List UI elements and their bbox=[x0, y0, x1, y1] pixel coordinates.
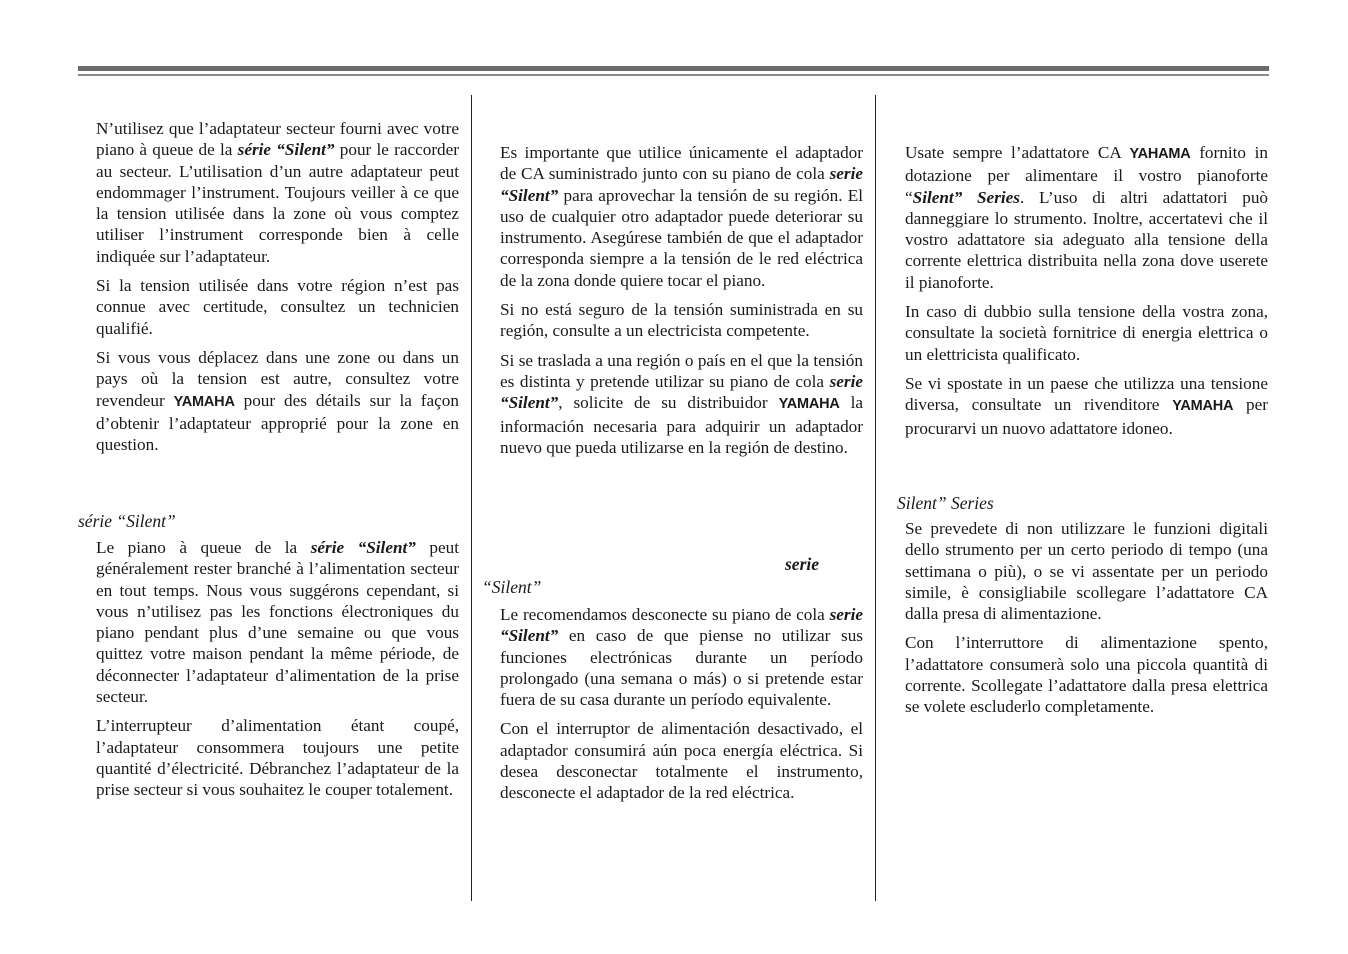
spanish-paragraph-power-switch: Con el interruptor de alimentación desactivado, el adaptador consumirá aún poca energía eléctrica. Si desea desconectar totalmente el instrumento, desconecte el adaptador de la red eléctrica. bbox=[500, 719, 863, 803]
spanish-section-heading-part2: “Silent” bbox=[482, 577, 542, 597]
italian-paragraph-power-switch: Con l’interruttore di alimentazione spento, l’adattatore consumerà solo una piccola quantità di corrente. Scollegate l’adattatore dalla presa elettrica se volete escluderlo completamente. bbox=[905, 633, 1268, 717]
french-paragraph-power-switch: L’interrupteur d’alimentation étant coupé, l’adaptateur consommera toujours une petite quantité d’électricité. Débranchez l’adaptateur de la prise secteur si vous souhaitez le couper totalement. bbox=[96, 716, 459, 800]
french-paragraph-voltage: Si la tension utilisée dans votre région n’est pas connue avec certitude, consultez un technicien qualifié. bbox=[96, 276, 459, 338]
spanish-paragraph-moving: Si se traslada a una región o país en el que la tensión es distinta y pretende utilizar su piano de cola serie “Silent”, solicite de su distribuidor YAMAHA la información necesaria para adquirir un adaptador nuevo que pueda utilizarse en la región de destino. bbox=[500, 350, 864, 457]
column-divider-left bbox=[471, 95, 472, 901]
yamaha-brand-text: YAMAHA bbox=[173, 393, 235, 410]
french-column-bottom bbox=[96, 537, 459, 801]
spanish-paragraph-unplug: Le recomendamos desconecte su piano de cola serie “Silent” en caso de que piense no utilizar sus funciones electrónicas durante un período prolongado (una semana o más) o si pretende estar fuera de su casa durante un período equivalente. bbox=[500, 605, 863, 710]
yamaha-brand-text: YAMAHA bbox=[778, 396, 840, 413]
italian-column-top bbox=[905, 142, 1268, 439]
italian-column-bottom bbox=[905, 518, 1268, 718]
italian-paragraph-moving: Se vi spostate in un paese che utilizza una tensione diversa, consultate un rivenditore YAMAHA per procurarvi un nuovo adattatore idoneo. bbox=[905, 373, 1268, 438]
french-section-heading: série “Silent” bbox=[78, 511, 176, 531]
french-paragraph-moving: Si vous vous déplacez dans une zone ou dans un pays où la tension est autre, consultez votre revendeur YAMAHA pour des détails sur la façon d’obtenir l’adaptateur approprié pour la zone en question. bbox=[96, 347, 459, 455]
italian-paragraph-unplug: Se prevedete di non utilizzare le funzioni digitali dello strumento per un certo periodo di tempo (una settimana o più), o se vi assentate per un periodo simile, è consigliabile scollegare l’adattatore CA dalla presa di alimentazione. bbox=[905, 519, 1268, 624]
spanish-paragraph-voltage: Si no está seguro de la tensión suministrada en su región, consulte a un electricista competente. bbox=[500, 300, 863, 341]
italian-section-heading: Silent” Series bbox=[897, 493, 994, 513]
column-divider-right bbox=[875, 95, 876, 901]
french-column-top bbox=[96, 118, 459, 455]
italian-paragraph-voltage: In caso di dubbio sulla tensione della vostra zona, consultate la società fornitrice di energia elettrica o un elettricista qualificato. bbox=[905, 302, 1268, 364]
italian-paragraph-adapter: Usate sempre l’adattatore CA YAHAMA fornito in dotazione per alimentare il vostro pianoforte “Silent” Series. L’uso di altri adattatori può danneggiare lo strumento. Inoltre, accertatevi che il vostro adattatore sia adeguato alla tensione della corrente elettrica distribuita nella zona dove userete il pianoforte. bbox=[905, 143, 1269, 292]
french-paragraph-unplug: Le piano à queue de la série “Silent” peut généralement rester branché à l’alimentation secteur en tout temps. Nous vous suggérons cependant, si vous n’utilisez pas les fonctions électroniques du piano pendant plus d’une semaine ou que vous quittez votre maison pendant la même période, de déconnecter l’adaptateur d’alimentation de la prise secteur. bbox=[96, 538, 459, 707]
header-rule-thick bbox=[78, 66, 1269, 71]
spanish-section-heading-part1: serie bbox=[785, 554, 820, 574]
french-paragraph-adapter: N’utilisez que l’adaptateur secteur fourni avec votre piano à queue de la série “Silent” pour le raccorder au secteur. L’utilisation d’un autre adaptateur peut endommager l’instrument. Toujours veiller à ce que la tension utilisée dans la zone où vous comptez utiliser l’instrument corresponde bien à celle indiquée sur l’adaptateur. bbox=[96, 119, 459, 266]
header-rule-thin bbox=[78, 74, 1269, 76]
spanish-column-top bbox=[500, 142, 863, 458]
spanish-paragraph-adapter: Es importante que utilice únicamente el adaptador de CA suministrado junto con su piano de cola serie “Silent” para aprovechar la tensión de su región. El uso de cualquier otro adaptador puede deteriorar su instrumento. Asegúrese también de que el adaptador corresponda siempre a la tensión de le red eléctrica de la zona donde quiere tocar el piano. bbox=[500, 143, 863, 290]
yamaha-brand-text: YAMAHA bbox=[1172, 398, 1234, 415]
yahama-brand-text: YAHAMA bbox=[1129, 146, 1191, 162]
spanish-column-bottom bbox=[500, 604, 863, 804]
